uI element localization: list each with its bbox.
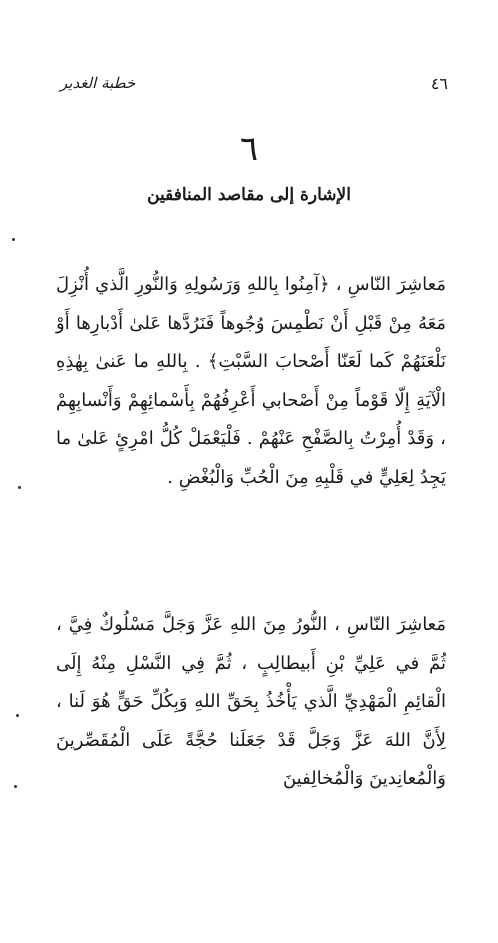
page-header	[60, 72, 448, 94]
paragraph-1: مَعاشِرَ النّاسِ ، ﴿آمِنُوا بِاللهِ وَرَسُولِهِ وَالنُّورِ الَّذي أُنْزِلَ مَعَهُ مِنْ قَبْلِ أَنْ نَطْمِسَ وُجُوهاً فَنَرُدَّها عَلىٰ أَدْبارِها أَوْ نَلْعَنَهُمْ كَما لَعَنّا أَصْحابَ السَّبْتِ﴾ . بِاللهِ ما عَنىٰ بِهٰذِهِ الْآيَةِ إِلّا قَوْماً مِنْ أَصْحابي أَعْرِفُهُمْ بِأَسْمائِهِمْ وَأَنْسابِهِمْ ، وَقَدْ أُمِرْتُ بِالصَّفْحِ عَنْهُمْ . فَلْيَعْمَلْ كُلُّ امْرِئٍ عَلىٰ ما يَجِدُ لِعَلِيٍّ في قَلْبِهِ مِنَ الْحُبِّ وَالْبُغْضِ .	[56, 274, 446, 488]
section-title: الإشارة إلى مقاصد المنافقين	[147, 185, 351, 205]
margin-mark	[16, 714, 19, 717]
margin-mark	[18, 486, 21, 489]
running-title: خطبة الغدير	[60, 74, 136, 92]
page-number: ٤٦	[430, 73, 448, 93]
section-number: ٦	[239, 129, 259, 169]
paragraph-2: مَعاشِرَ النّاسِ ، النُّورُ مِنَ اللهِ عَزَّ وَجَلَّ مَسْلُوكٌ فِيَّ ، ثُمَّ في عَلِيِّ بْنِ أَبيطالِبٍ ، ثُمَّ فِي النَّسْلِ مِنْهُ إِلَى الْقائِمِ الْمَهْدِيِّ الَّذي يَأْخُذُ بِحَقِّ اللهِ وَبِكُلِّ حَقٍّ هُوَ لَنا ، لِأَنَّ اللهَ عَزَّ وَجَلَّ قَدْ جَعَلَنا حُجَّةً عَلَى الْمُقَصِّرينَ وَالْمُعانِدينَ وَالْمُخالِفينَ	[56, 614, 446, 789]
margin-mark	[14, 785, 17, 788]
margin-mark	[12, 238, 15, 241]
